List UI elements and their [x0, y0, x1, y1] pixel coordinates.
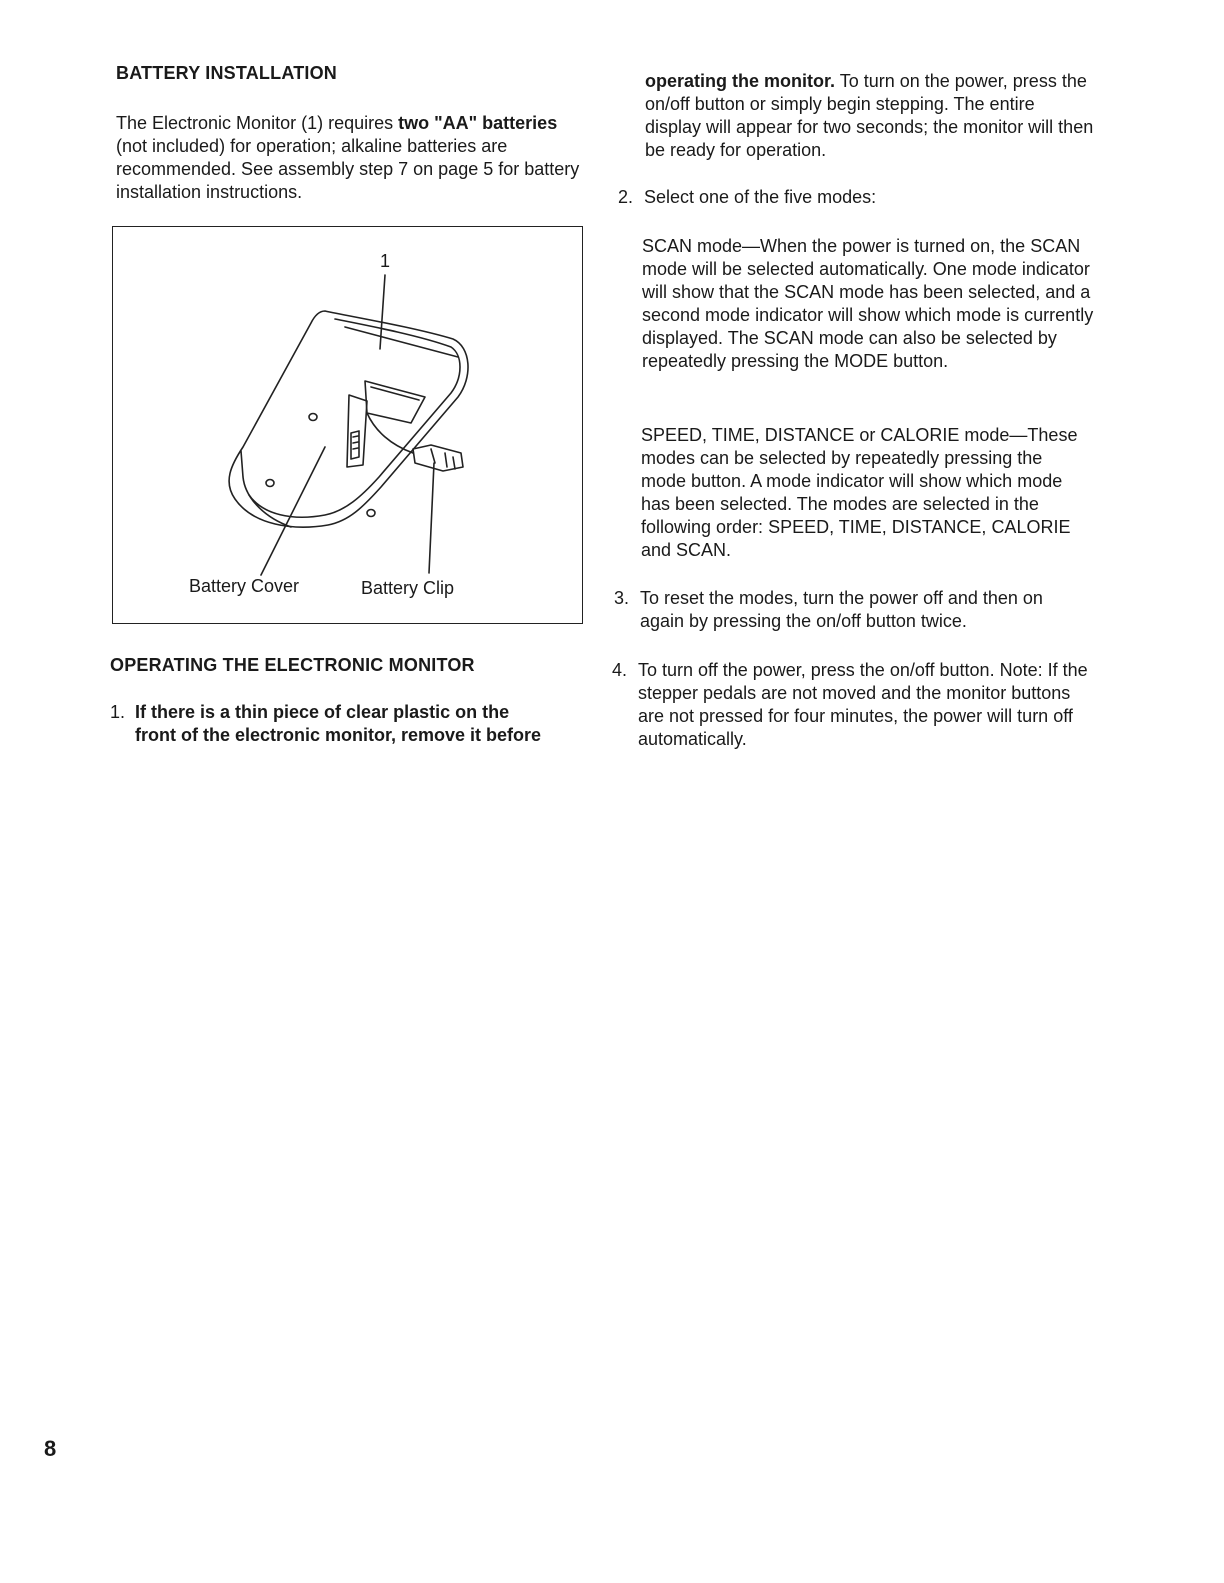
step-1-rest: To turn on the power, press the on/off button or simply begin stepping. The entire display will appear for two seconds; the monitor will then be ready for operation.	[645, 71, 1094, 160]
step-2-number: 2.	[618, 187, 634, 207]
battery-instructions	[116, 112, 586, 204]
callout-1: 1	[380, 251, 391, 271]
step-1-continuation: operating the monitor. To turn on the power, press the on/off button or simply begin stepping. The entire display will appear for two seconds; the monitor will then be ready for operation.	[645, 71, 1094, 160]
step-4-number: 4.	[612, 660, 628, 680]
step-3-number: 3.	[614, 588, 630, 608]
step-3-text: To reset the modes, turn the power off and then on again by pressing the on/off button twice.	[640, 588, 1043, 631]
battery-cover-label: Battery Cover	[189, 576, 300, 596]
scan-mode-text: SCAN mode—When the power is turned on, the SCAN mode will be selected automatically. One mode indicator will show that the SCAN mode has been selected, and a second mode indicator will show which mode is currently displayed. The SCAN mode can also be selected by repeatedly pressing the MODE button.	[642, 236, 1094, 371]
battery-clip-label: Battery Clip	[361, 578, 455, 598]
battery-text-bold: two "AA" batteries	[398, 113, 558, 133]
operating-heading: OPERATING THE ELECTRONIC MONITOR	[110, 655, 475, 675]
battery-installation-heading: BATTERY INSTALLATION	[116, 63, 337, 83]
step-1-bold-left: If there is a thin piece of clear plastic on the front of the electronic monitor, remove it before	[135, 702, 542, 745]
step-4-text: To turn off the power, press the on/off button. Note: If the stepper pedals are not moved and the monitor buttons are not pressed for four minutes, the power will turn off automatically.	[638, 660, 1088, 749]
battery-figure	[112, 226, 583, 624]
speed-mode-text: SPEED, TIME, DISTANCE or CALORIE mode—These modes can be selected by repeatedly pressing the mode button. A mode indicator will show which mode has been selected. The modes are selected in the following order: SPEED, TIME, DISTANCE, CALORIE and SCAN.	[641, 425, 1078, 560]
page-number: 8	[44, 1436, 57, 1461]
monitor-illustration	[113, 227, 584, 625]
step-1-number: 1.	[110, 702, 126, 722]
battery-text-a: The Electronic Monitor (1) requires	[116, 113, 399, 133]
battery-text-c: (not included) for operation; alkaline batteries are recommended. See assembly step 7 on page 5 for battery installation instructions.	[116, 136, 580, 202]
step-2-text: Select one of the five modes:	[644, 187, 877, 207]
